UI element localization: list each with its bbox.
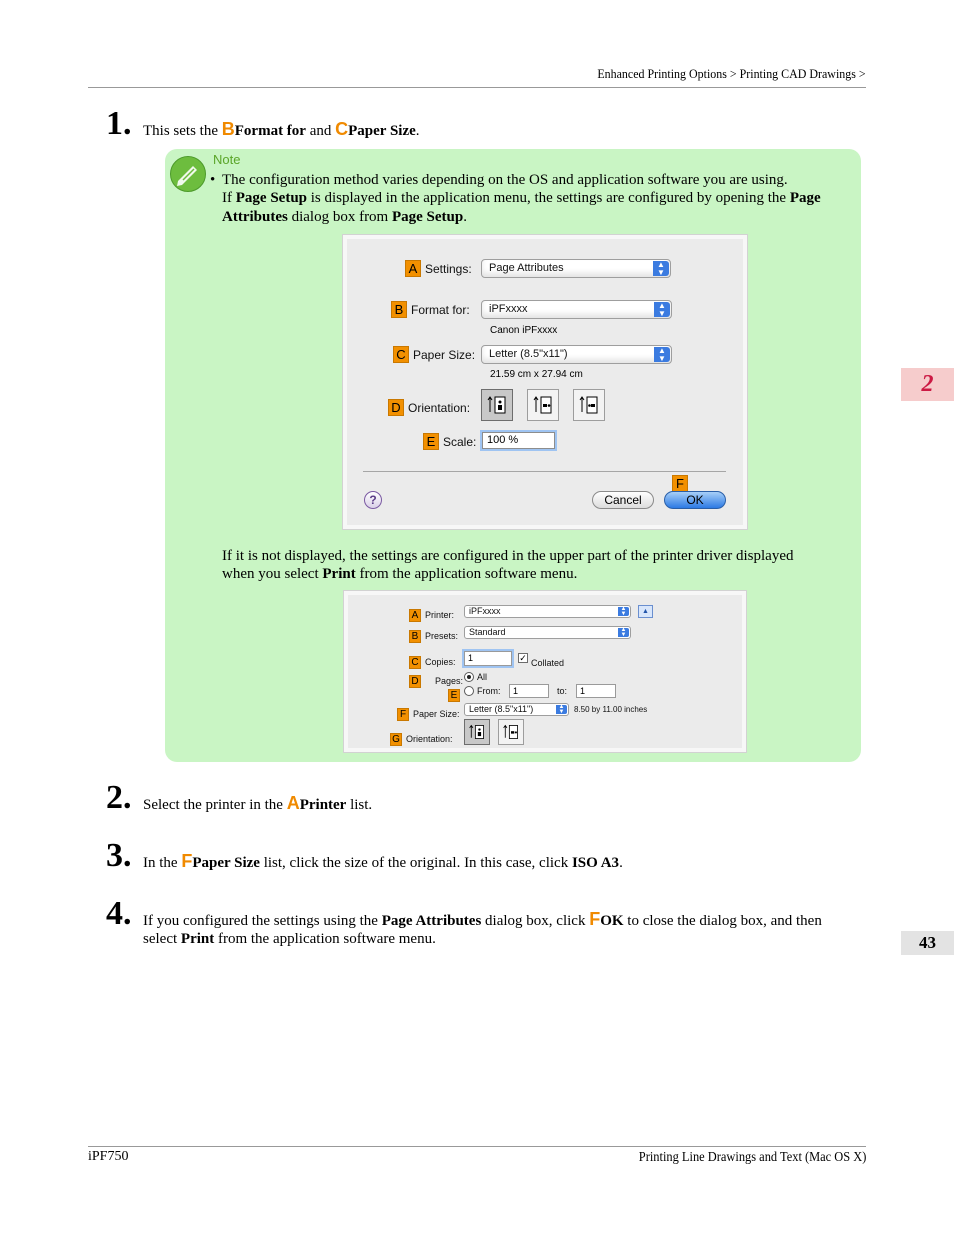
landscape-orientation-button[interactable] bbox=[498, 719, 524, 745]
bold-term: Attributes bbox=[222, 209, 288, 225]
note-line-3 bbox=[222, 208, 467, 227]
page-attributes-dialog bbox=[342, 234, 748, 530]
printer-popup[interactable] bbox=[464, 605, 631, 618]
bold-term: Print bbox=[322, 566, 356, 582]
updown-arrows-icon: ▲ ▼ bbox=[618, 607, 629, 616]
updown-arrows-icon: ▲ ▼ bbox=[618, 628, 629, 637]
scale-row bbox=[423, 433, 476, 451]
text: This sets the bbox=[143, 123, 218, 139]
bold-term: Format for bbox=[234, 123, 306, 139]
callout-badge-c: C bbox=[393, 346, 409, 363]
note-para2-line-2 bbox=[222, 565, 577, 584]
text: and bbox=[309, 123, 332, 139]
callout-badge-c: C bbox=[409, 656, 421, 669]
reverse-landscape-icon bbox=[578, 394, 600, 416]
print-dialog bbox=[343, 590, 747, 753]
format-for-subtitle: Canon iPFxxxx bbox=[490, 325, 558, 336]
paper-size-popup[interactable] bbox=[481, 345, 672, 364]
printer-row bbox=[409, 605, 454, 623]
portrait-icon bbox=[486, 394, 508, 416]
bold-term: Page Setup bbox=[235, 190, 307, 206]
format-for-label: Format for: bbox=[411, 303, 470, 317]
updown-arrows-icon: ▲ ▼ bbox=[556, 705, 567, 714]
landscape-icon bbox=[502, 723, 520, 741]
text: is displayed in the application menu, the settings are configured by opening the bbox=[310, 190, 787, 206]
scale-input[interactable]: 100 % bbox=[482, 432, 555, 449]
settings-popup[interactable] bbox=[481, 259, 671, 278]
from-input[interactable]: 1 bbox=[509, 684, 549, 698]
dialog-body bbox=[348, 595, 742, 748]
orientation-label: Orientation: bbox=[406, 734, 453, 744]
note-bullet: • bbox=[210, 172, 216, 188]
paper-size-value: Letter (8.5"x11") bbox=[469, 704, 534, 714]
settings-row bbox=[405, 260, 472, 278]
text: . bbox=[463, 209, 467, 225]
collated-row bbox=[518, 653, 565, 671]
format-for-row bbox=[391, 301, 470, 319]
from-label: From: bbox=[477, 686, 501, 696]
step-number: 4. bbox=[106, 895, 132, 932]
to-input[interactable]: 1 bbox=[576, 684, 616, 698]
step-number: 3. bbox=[106, 837, 132, 874]
orientation-row bbox=[388, 399, 470, 417]
bold-term: OK bbox=[600, 913, 624, 929]
scale-label: Scale: bbox=[443, 435, 477, 449]
updown-arrows-icon: ▲ ▼ bbox=[654, 302, 670, 317]
callout-badge-d: D bbox=[409, 675, 421, 688]
text: dialog box from bbox=[291, 209, 389, 225]
bold-term: Page bbox=[789, 190, 821, 206]
callout-letter: F bbox=[589, 909, 601, 929]
callout-badge-b: B bbox=[409, 630, 421, 643]
step-2-text bbox=[143, 793, 372, 815]
text: from the application software menu. bbox=[359, 566, 578, 582]
updown-arrows-icon: ▲ ▼ bbox=[654, 347, 670, 362]
portrait-orientation-button[interactable] bbox=[464, 719, 490, 745]
paper-size-dimensions: 21.59 cm x 27.94 cm bbox=[490, 369, 583, 380]
presets-label: Presets: bbox=[425, 631, 459, 641]
portrait-orientation-button[interactable] bbox=[481, 389, 513, 421]
footer-section-title: Printing Line Drawings and Text (Mac OS X) bbox=[638, 1149, 866, 1164]
chapter-tab[interactable]: 2 bbox=[901, 368, 954, 401]
settings-value: Page Attributes bbox=[489, 262, 564, 274]
callout-badge-e: E bbox=[423, 433, 439, 450]
step-number: 2. bbox=[106, 779, 132, 816]
callout-letter: F bbox=[181, 851, 193, 871]
format-for-value: iPFxxxx bbox=[489, 303, 528, 315]
landscape-icon bbox=[532, 394, 554, 416]
bold-term: ISO A3 bbox=[571, 855, 620, 871]
copies-row bbox=[409, 652, 456, 670]
callout-badge-f: F bbox=[397, 708, 409, 721]
reverse-landscape-orientation-button[interactable] bbox=[573, 389, 605, 421]
bold-term: Printer bbox=[299, 797, 347, 813]
step-4-line-2 bbox=[143, 929, 436, 949]
callout-badge-e: E bbox=[448, 689, 460, 702]
presets-row bbox=[409, 626, 458, 644]
updown-arrows-icon: ▲ ▼ bbox=[653, 261, 669, 276]
step-1-text bbox=[143, 119, 420, 141]
printer-label: Printer: bbox=[425, 610, 455, 620]
presets-popup[interactable] bbox=[464, 626, 631, 639]
callout-badge-a: A bbox=[409, 609, 421, 622]
to-label: to: bbox=[557, 686, 568, 696]
orientation-label: Orientation: bbox=[408, 401, 471, 415]
text: when you select bbox=[222, 566, 319, 582]
paper-size-label: Paper Size: bbox=[413, 709, 460, 719]
footer-rule bbox=[88, 1146, 866, 1147]
paper-size-row bbox=[393, 346, 475, 364]
collated-label: Collated bbox=[531, 658, 565, 668]
callout-badge-f: F bbox=[672, 475, 688, 492]
header-rule bbox=[88, 87, 866, 88]
pencil-icon bbox=[170, 156, 206, 192]
format-for-popup[interactable] bbox=[481, 300, 672, 319]
step-4-line-1 bbox=[143, 909, 822, 931]
text: If you configured the settings using the bbox=[143, 913, 378, 929]
pages-label: Pages: bbox=[435, 676, 464, 686]
breadcrumb: Enhanced Printing Options > Printing CAD Drawings > bbox=[597, 66, 866, 81]
presets-value: Standard bbox=[469, 627, 506, 637]
settings-label: Settings: bbox=[425, 262, 472, 276]
note-label: Note bbox=[213, 152, 241, 167]
text: select bbox=[143, 931, 178, 947]
bold-term: Print bbox=[180, 931, 215, 947]
text: . bbox=[619, 855, 623, 871]
text: Select the printer in the bbox=[143, 797, 283, 813]
landscape-orientation-button[interactable] bbox=[527, 389, 559, 421]
bold-term: Page Setup bbox=[391, 209, 464, 225]
page-number-tab: 43 bbox=[901, 931, 954, 955]
disclosure-triangle-button[interactable]: ▲ bbox=[638, 605, 653, 618]
callout-letter: C bbox=[335, 119, 349, 139]
step-3-text bbox=[143, 851, 623, 873]
paper-size-popup[interactable] bbox=[464, 703, 569, 716]
dialog-body bbox=[347, 239, 743, 525]
note-para2-line-1: If it is not displayed, the settings are configured in the upper part of the printer driver displayed bbox=[222, 548, 794, 564]
paper-size-label: Paper Size: bbox=[413, 348, 476, 362]
dialog-divider bbox=[363, 471, 726, 472]
footer-model: iPF750 bbox=[88, 1149, 129, 1164]
copies-label: Copies: bbox=[425, 657, 456, 667]
note-line-2 bbox=[222, 189, 821, 208]
help-button[interactable]: ? bbox=[364, 491, 382, 509]
bold-term: Page Attributes bbox=[381, 913, 482, 929]
bold-term: Paper Size bbox=[348, 123, 416, 139]
paper-size-value: Letter (8.5"x11") bbox=[489, 348, 568, 360]
text: list, click the size of the original. In this case, click bbox=[263, 855, 569, 871]
cancel-button[interactable]: Cancel bbox=[592, 491, 654, 509]
callout-badge-b: B bbox=[391, 301, 407, 318]
note-line-1: The configuration method varies depending on the OS and application software you are using. bbox=[222, 172, 788, 188]
callout-badge-d: D bbox=[388, 399, 404, 416]
printer-value: iPFxxxx bbox=[469, 606, 501, 616]
callout-badge-a: A bbox=[405, 260, 421, 277]
callout-letter: A bbox=[286, 793, 300, 813]
orientation-row bbox=[390, 729, 453, 747]
paper-size-dimensions: 8.50 by 11.00 inches bbox=[574, 705, 648, 714]
callout-badge-g: G bbox=[390, 733, 402, 746]
step-number: 1. bbox=[106, 105, 132, 142]
radio-dot bbox=[467, 675, 471, 679]
ok-button[interactable]: OK bbox=[664, 491, 726, 509]
copies-input[interactable]: 1 bbox=[464, 651, 512, 666]
text: . bbox=[415, 123, 420, 139]
text: list. bbox=[350, 797, 373, 813]
paper-size-row bbox=[397, 704, 460, 722]
text: from the application software menu. bbox=[217, 931, 436, 947]
text: to close the dialog box, and then bbox=[627, 913, 822, 929]
pages-all-label: All bbox=[477, 672, 488, 682]
portrait-icon bbox=[468, 723, 486, 741]
bold-term: Paper Size bbox=[192, 855, 260, 871]
text: dialog box, click bbox=[485, 913, 586, 929]
pages-all-radio[interactable] bbox=[464, 672, 474, 682]
callout-letter: B bbox=[221, 119, 235, 139]
collated-checkbox[interactable]: ✓ bbox=[519, 653, 527, 663]
from-row bbox=[448, 685, 460, 703]
text: In the bbox=[143, 855, 178, 871]
pages-from-radio[interactable] bbox=[464, 686, 474, 696]
text: If bbox=[222, 190, 232, 206]
